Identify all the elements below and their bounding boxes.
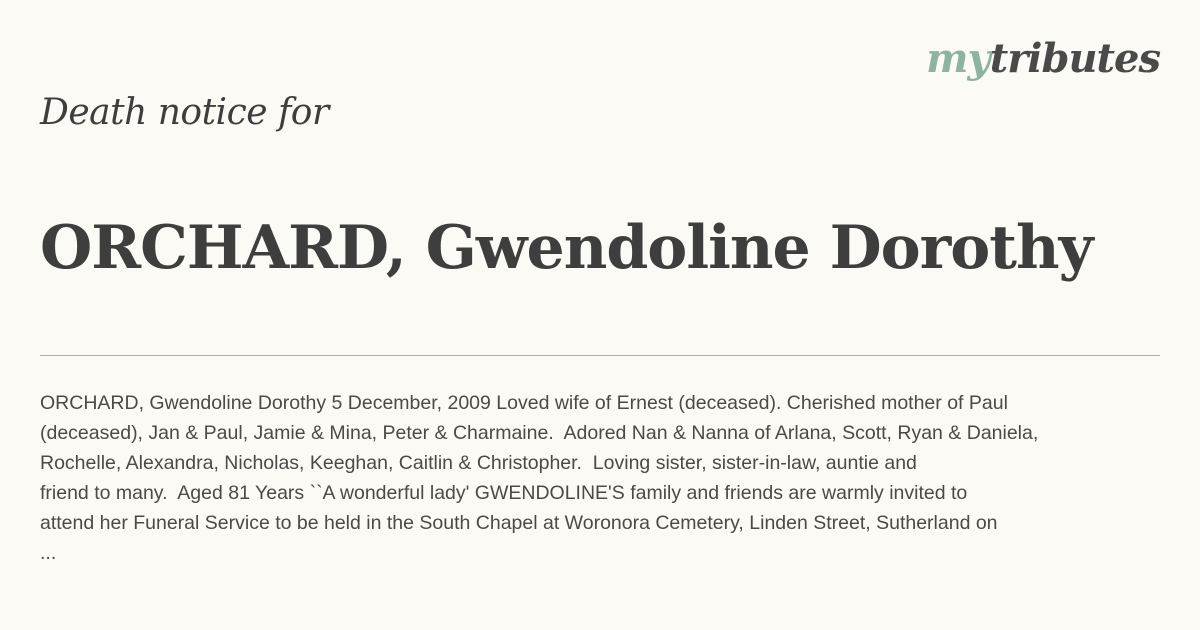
logo-suffix: tributes bbox=[989, 35, 1160, 82]
divider bbox=[40, 355, 1160, 356]
notice-line: Rochelle, Alexandra, Nicholas, Keeghan, Caitlin & Christopher. Loving sister, sister-in-law, auntie and bbox=[40, 452, 917, 474]
mytributes-logo[interactable] bbox=[926, 34, 1160, 84]
notice-ellipsis: ... bbox=[40, 542, 57, 564]
notice-line: ORCHARD, Gwendoline Dorothy 5 December, 2009 Loved wife of Ernest (deceased). Cherished mother of Paul bbox=[40, 392, 1008, 414]
logo-prefix: my bbox=[926, 35, 990, 82]
notice-line: (deceased), Jan & Paul, Jamie & Mina, Peter & Charmaine. Adored Nan & Nanna of Arlana, Scott, Ryan & Daniela, bbox=[40, 422, 1039, 444]
notice-line: friend to many. Aged 81 Years ``A wonderful lady' GWENDOLINE'S family and friends are warmly invited to bbox=[40, 482, 968, 504]
notice-kicker: Death notice for bbox=[40, 92, 329, 133]
notice-line: attend her Funeral Service to be held in the South Chapel at Woronora Cemetery, Linden Street, Sutherland on bbox=[40, 512, 998, 534]
notice-body bbox=[40, 388, 1170, 568]
deceased-name: ORCHARD, Gwendoline Dorothy bbox=[40, 213, 1093, 283]
